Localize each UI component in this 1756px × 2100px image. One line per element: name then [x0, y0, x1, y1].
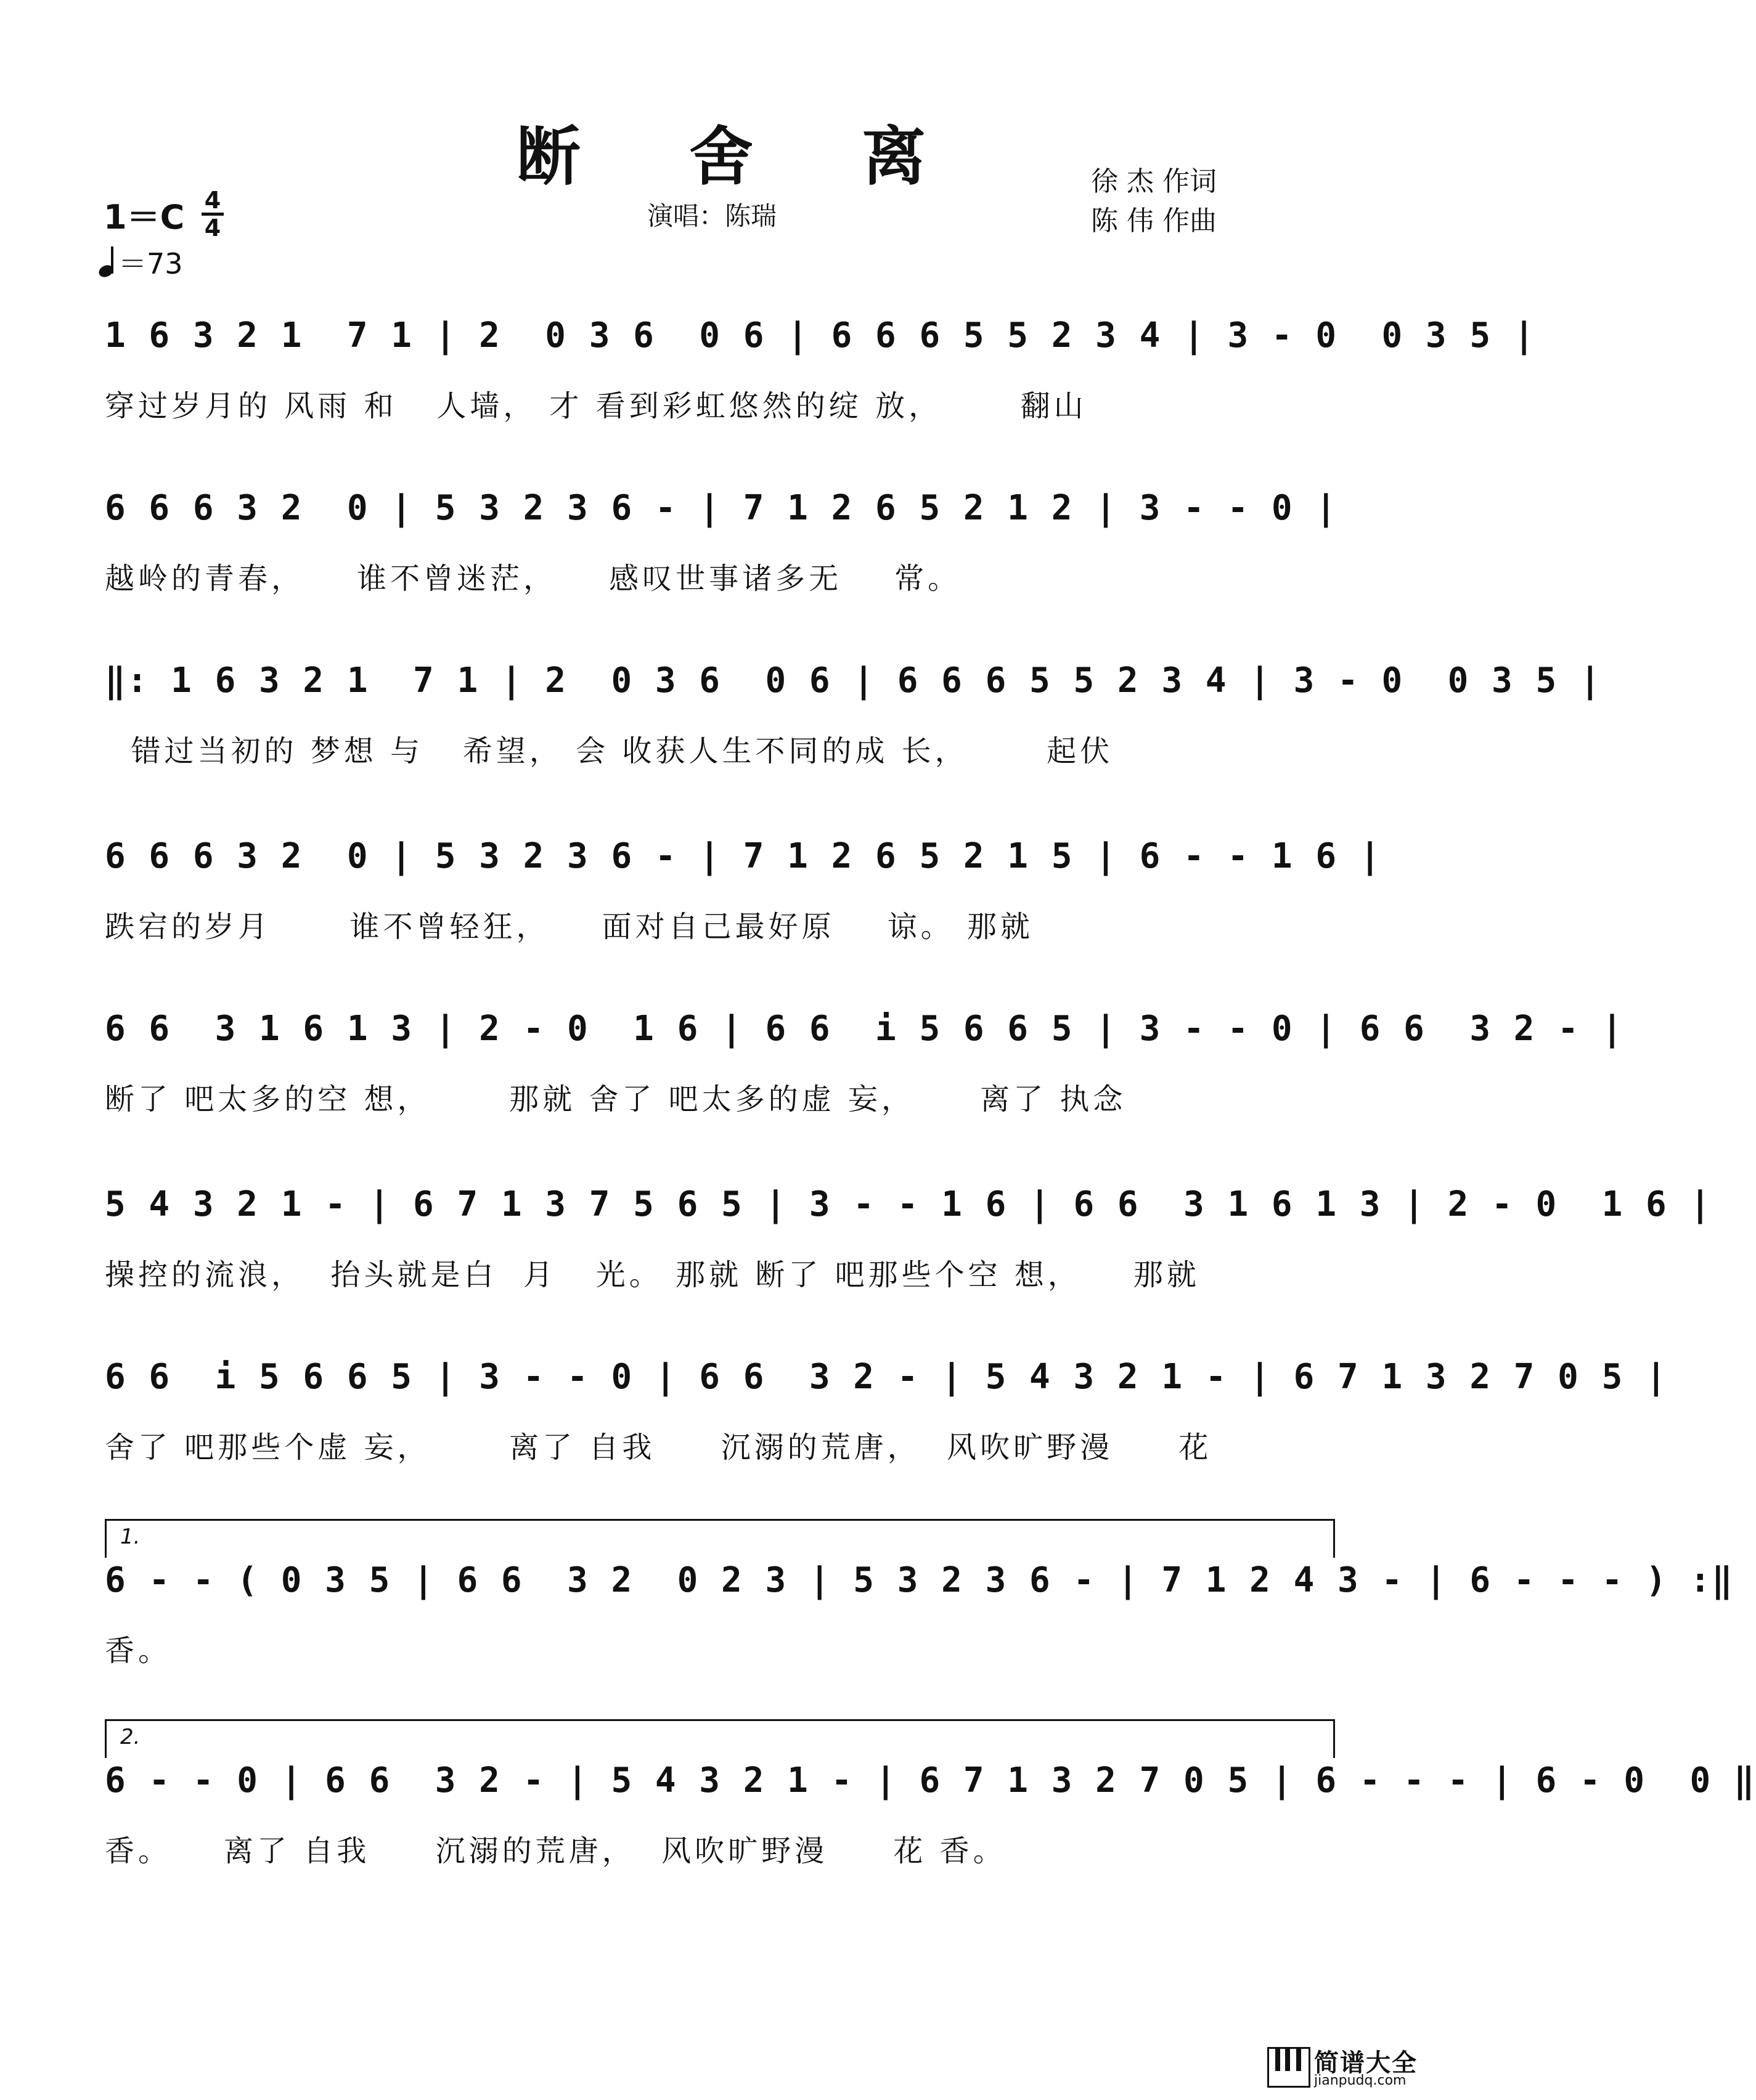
score-notes: ‖: 1 6 3 2 1 7 1 | 2 0 3 6 0 6 | 6 6 6 5 5 2 3 4 | 3 - 0 0 3 5 | — [105, 661, 1602, 701]
score-notes: 6 - - 0 | 6 6 3 2 - | 5 4 3 2 1 - | 6 7 1 3 2 7 0 5 | 6 - - - | 6 - 0 0 ‖ — [105, 1760, 1756, 1801]
time-signature — [200, 188, 225, 240]
score-row-7 — [105, 1343, 1668, 1465]
piano-keys-icon — [1267, 2047, 1310, 2088]
score-notes: 5 4 3 2 1 - | 6 7 1 3 7 5 6 5 | 3 - - 1 6 | 6 6 3 1 6 1 3 | 2 - 0 1 6 | — [105, 1184, 1712, 1224]
score-lyrics: 越岭的青春， 谁不曾迷茫， 感叹世事诸多无 常。 — [105, 561, 962, 596]
score-row-6 — [105, 1171, 1712, 1292]
score-notes: 6 6 3 1 6 1 3 | 2 - 0 1 6 | 6 6 i 5 6 6 5 | 3 - - 0 | 6 6 3 2 - | — [105, 1009, 1624, 1049]
score-row-9 — [105, 1747, 1756, 1868]
time-signature-top: 4 — [204, 187, 221, 214]
score-row-1 — [105, 302, 1536, 423]
score-lyrics: 操控的流浪， 抬头就是白 月 光。 那就 断了 吧那些个空 想， 那就 — [105, 1258, 1200, 1292]
score-lyrics: 断了 吧太多的空 想， 那就 舍了 吧太多的虚 妄， 离了 执念 — [105, 1082, 1127, 1117]
score-row-2 — [105, 474, 1344, 596]
score-notes: 6 6 6 3 2 0 | 5 3 2 3 6 - | 7 1 2 6 5 2 1 5 | 6 - - 1 6 | — [105, 836, 1382, 876]
time-signature-bottom: 4 — [204, 214, 221, 242]
volta-label: 1. — [120, 1524, 141, 1549]
score-lyrics: 舍了 吧那些个虚 妄， 离了 自我 沉溺的荒唐， 风吹旷野漫 花 — [105, 1430, 1212, 1465]
score-notes: 6 6 i 5 6 6 5 | 3 - - 0 | 6 6 3 2 - | 5 4 3 2 1 - | 6 7 1 3 2 7 0 5 | — [105, 1357, 1668, 1397]
watermark-brand: 简谱大全 — [1314, 2049, 1418, 2077]
lyricist-credit: 徐 杰 作词 — [1091, 166, 1217, 197]
score-row-3 — [105, 647, 1602, 768]
key-signature: 1＝C — [104, 198, 185, 237]
score-row-8 — [105, 1547, 1734, 1668]
score-notes: 6 - - ( 0 3 5 | 6 6 3 2 0 2 3 | 5 3 2 3 6 - | 7 1 2 4 3 - | 6 - - - ) :‖ — [105, 1560, 1734, 1600]
score-notes: 1 6 3 2 1 7 1 | 2 0 3 6 0 6 | 6 6 6 5 5 2 3 4 | 3 - 0 0 3 5 | — [105, 315, 1536, 356]
tempo-marking — [99, 242, 183, 282]
watermark-url: jianpudq.com — [1314, 2073, 1407, 2088]
score-notes: 6 6 6 3 2 0 | 5 3 2 3 6 - | 7 1 2 6 5 2 1 2 | 3 - - 0 | — [105, 488, 1338, 528]
score-lyrics: 穿过岁月的 风雨 和 人墙， 才 看到彩虹悠然的绽 放， 翻山 — [105, 389, 1087, 423]
singer-credit: 演唱：陈瑞 — [647, 201, 777, 231]
score-lyrics: 香。 — [105, 1634, 172, 1668]
watermark-logo — [1267, 2042, 1427, 2091]
composer-credit: 陈 伟 作曲 — [1091, 205, 1217, 237]
score-row-4 — [105, 823, 1382, 944]
score-lyrics: 错过当初的 梦想 与 希望， 会 收获人生不同的成 长， 起伏 — [105, 734, 1114, 768]
score-lyrics: 香。 离了 自我 沉溺的荒唐， 风吹旷野漫 花 香。 — [105, 1834, 1007, 1868]
score-row-5 — [105, 995, 1624, 1117]
volta-label: 2. — [120, 1725, 141, 1749]
score-lyrics: 跌宕的岁月 谁不曾轻狂， 面对自己最好原 谅。 那就 — [105, 910, 1034, 944]
page-title: 断 舍 离 — [516, 118, 970, 194]
tempo-value: ＝73 — [118, 247, 183, 280]
